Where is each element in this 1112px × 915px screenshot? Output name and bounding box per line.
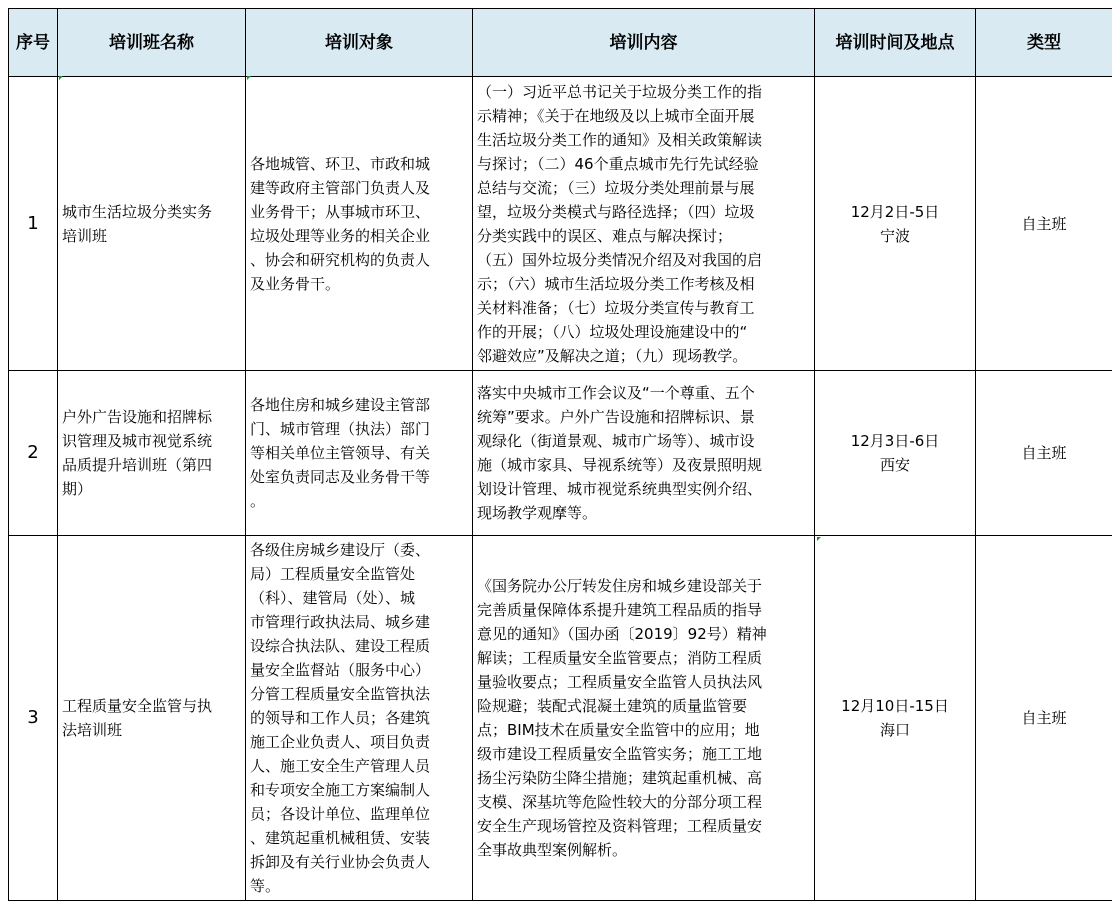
course-content: 落实中央城市工作会议及“一个尊重、五个 统筹”要求。户外广告设施和招牌标识、景 观绿化（街道景观、城市广场等）、城市设 施（城市家具、导视系统等）及夜景照明规 划设计管理、城市视觉系统典型实例介绍、 现场教学观摩等。 [473, 371, 815, 536]
training-table [8, 8, 1112, 901]
table-row [9, 77, 1112, 371]
cell-marker [817, 537, 821, 541]
course-place: 西安 [879, 456, 910, 474]
course-content: 《国务院办公厅转发住房和城乡建设部关于 完善质量保障体系提升建筑工程品质的指导 意见的通知》（国办函〔2019〕92号）精神 解读；工程质量安全监管要点；消防工程质 量验收要点；工程质量安全监管人员执法风 险规避；装配式混凝土建筑的质量监管要 点；BIM技术在质量安全监管中的应用；地 级市建设工程质量安全监管实务；施工工地 扬尘污染防尘降尘措施；建筑起重机械、高 支模、深基坑等危险性较大的分部分项工程 安全生产现场管控及资料管理；工程质量安 全事故典型案例解析。 [473, 536, 815, 901]
course-time-place [815, 77, 976, 371]
table-row [9, 536, 1112, 901]
course-time-place [815, 536, 976, 901]
course-place: 海口 [879, 721, 910, 739]
course-type: 自主班 [976, 371, 1112, 536]
table-row [9, 371, 1112, 536]
header-type: 类型 [976, 9, 1112, 77]
cell-marker [59, 76, 63, 80]
course-type: 自主班 [976, 536, 1112, 901]
course-place: 宁波 [879, 226, 910, 245]
header-index: 序号 [9, 9, 58, 77]
course-time: 12月2日-5日 [850, 202, 940, 221]
row-index: 3 [9, 536, 58, 901]
course-target: 各地住房和城乡建设主管部 门、城市管理（执法）部门 等相关单位主管领导、有关 处室负责同志及业务骨干等 。 [246, 371, 473, 536]
course-name: 户外广告设施和招牌标 识管理及城市视觉系统 品质提升培训班（第四 期） [58, 371, 246, 536]
course-time: 12月3日-6日 [850, 432, 940, 450]
header-target: 培训对象 [246, 9, 473, 77]
course-name: 城市生活垃圾分类实务 培训班 [58, 77, 246, 371]
cell-marker [247, 76, 251, 80]
course-target: 各地城管、环卫、市政和城 建等政府主管部门负责人及 业务骨干；从事城市环卫、 垃圾处理等业务的相关企业 、协会和研究机构的负责人 及业务骨干。 [246, 77, 473, 371]
header-name: 培训班名称 [58, 9, 246, 77]
course-content: （一）习近平总书记关于垃圾分类工作的指 示精神；《关于在地级及以上城市全面开展 生活垃圾分类工作的通知》及相关政策解读 与探讨；（二）46个重点城市先行先试经验 总结与交流；（三）垃圾分类处理前景与展 望，垃圾分类模式与路径选择；（四）垃圾 分类实践中的误区、难点与解决探讨； （五）国外垃圾分类情况介绍及对我国的启 示；（六）城市生活垃圾分类工作考核及相 关材料准备；（七）垃圾分类宣传与教育工 作的开展；（八）垃圾处理设施建设中的“ 邻避效应”及解决之道；（九）现场教学。 [473, 77, 815, 371]
header-time-place: 培训时间及地点 [815, 9, 976, 77]
row-index: 2 [9, 371, 58, 536]
course-name: 工程质量安全监管与执 法培训班 [58, 536, 246, 901]
course-time: 12月10日-15日 [841, 697, 949, 715]
row-index: 1 [9, 77, 58, 371]
course-time-place [815, 371, 976, 536]
course-type: 自主班 [976, 77, 1112, 371]
header-row [9, 9, 1112, 77]
header-content: 培训内容 [473, 9, 815, 77]
course-target: 各级住房城乡建设厅（委、 局）工程质量安全监管处 （科）、建管局（处）、城 市管理行政执法局、城乡建 设综合执法队、建设工程质 量安全监督站（服务中心） 分管工程质量安全监管执法 的领导和工作人员；各建筑 施工企业负责人、项目负责 人、施工安全生产管理人员 和专项安全施工方案编制人 员；各设计单位、监理单位 、建筑起重机械租赁、安装 拆卸及有关行业协会负责人 等。 [246, 536, 473, 901]
